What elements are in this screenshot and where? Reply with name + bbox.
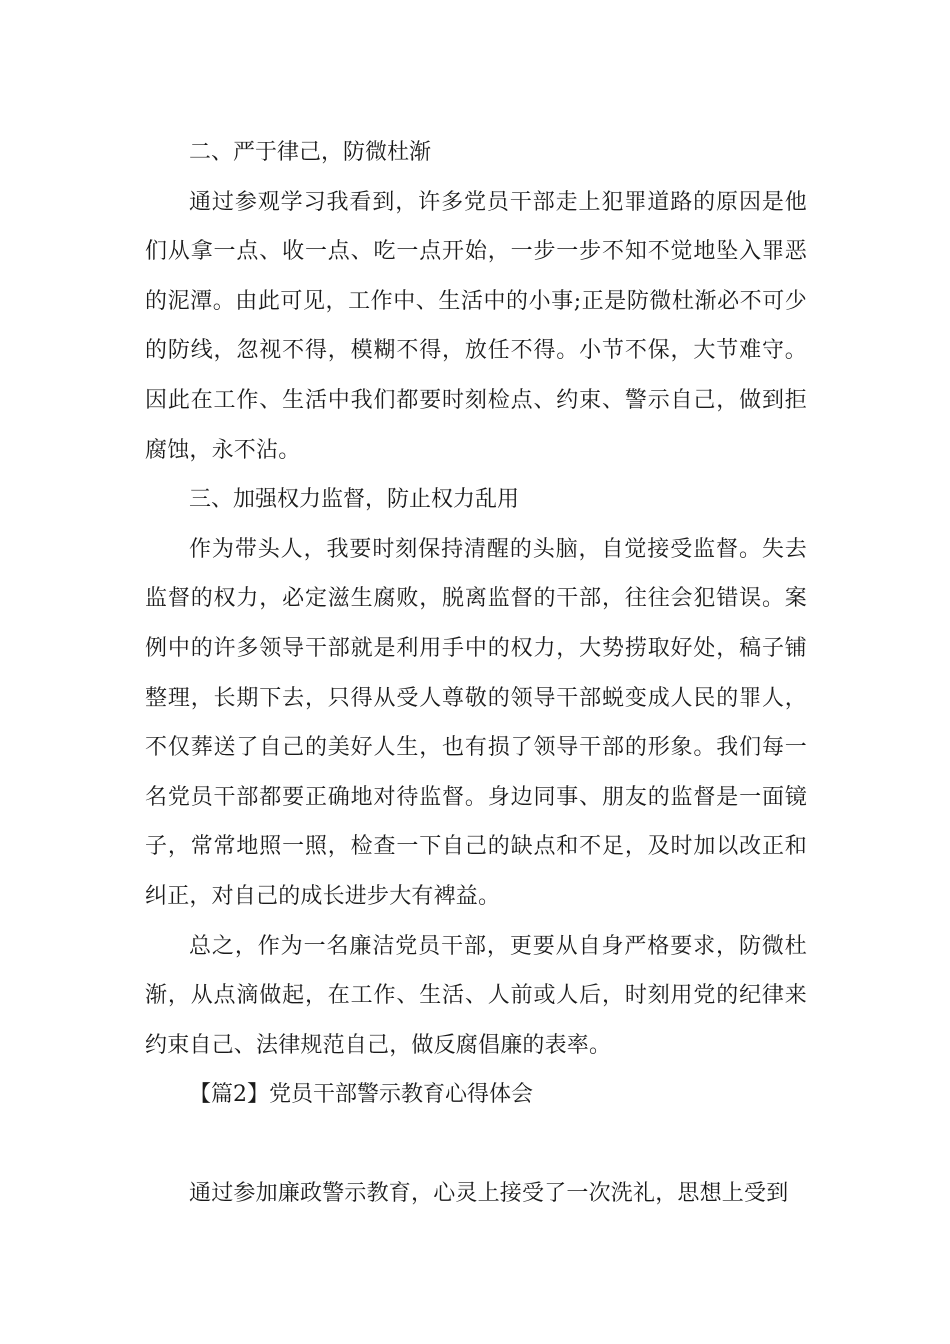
section-2-heading: 二、严于律己，防微杜渐 xyxy=(189,140,432,165)
article-2-paragraph: 通过参加廉政警示教育，心灵上接受了一次洗礼，思想上受到 xyxy=(189,1181,789,1207)
document-body xyxy=(145,128,807,1219)
section-2-paragraph: 通过参观学习我看到，许多党员干部走上犯罪道路的原因是他们从拿一点、收一点、吃一点开始，一步一步不知不觉地坠入罪恶的泥潭。由此可见，工作中、生活中的小事;正是防微杜渐必不可少的防线，忽视不得，模糊不得，放任不得。小节不保，大节难守。因此在工作、生活中我们都要时刻检点、约束、警示自己，做到拒腐蚀，永不沾。 xyxy=(145,189,807,463)
article-2-title: 【篇2】党员干部警示教育心得体会 xyxy=(189,1082,533,1108)
conclusion-paragraph: 总之，作为一名廉洁党员干部，更要从自身严格要求，防微杜渐，从点滴做起，在工作、生活、人前或人后，时刻用党的纪律来约束自己、法律规范自己，做反腐倡廉的表率。 xyxy=(145,933,807,1058)
section-3-heading: 三、加强权力监督，防止权力乱用 xyxy=(189,487,520,513)
section-3-paragraph: 作为带头人，我要时刻保持清醒的头脑，自觉接受监督。失去监督的权力，必定滋生腐败，脱离监督的干部，往往会犯错误。案例中的许多领导干部就是利用手中的权力，大势捞取好处，稿子铺整理，长期下去，只得从受人尊敬的领导干部蜕变成人民的罪人，不仅葬送了自己的美好人生，也有损了领导干部的形象。我们每一名党员干部都要正确地对待监督。身边同事、朋友的监督是一面镜子，常常地照一照，检查一下自己的缺点和不足，及时加以改正和纠正，对自己的成长进步大有裨益。 xyxy=(145,536,807,909)
blank-line xyxy=(145,1120,807,1170)
